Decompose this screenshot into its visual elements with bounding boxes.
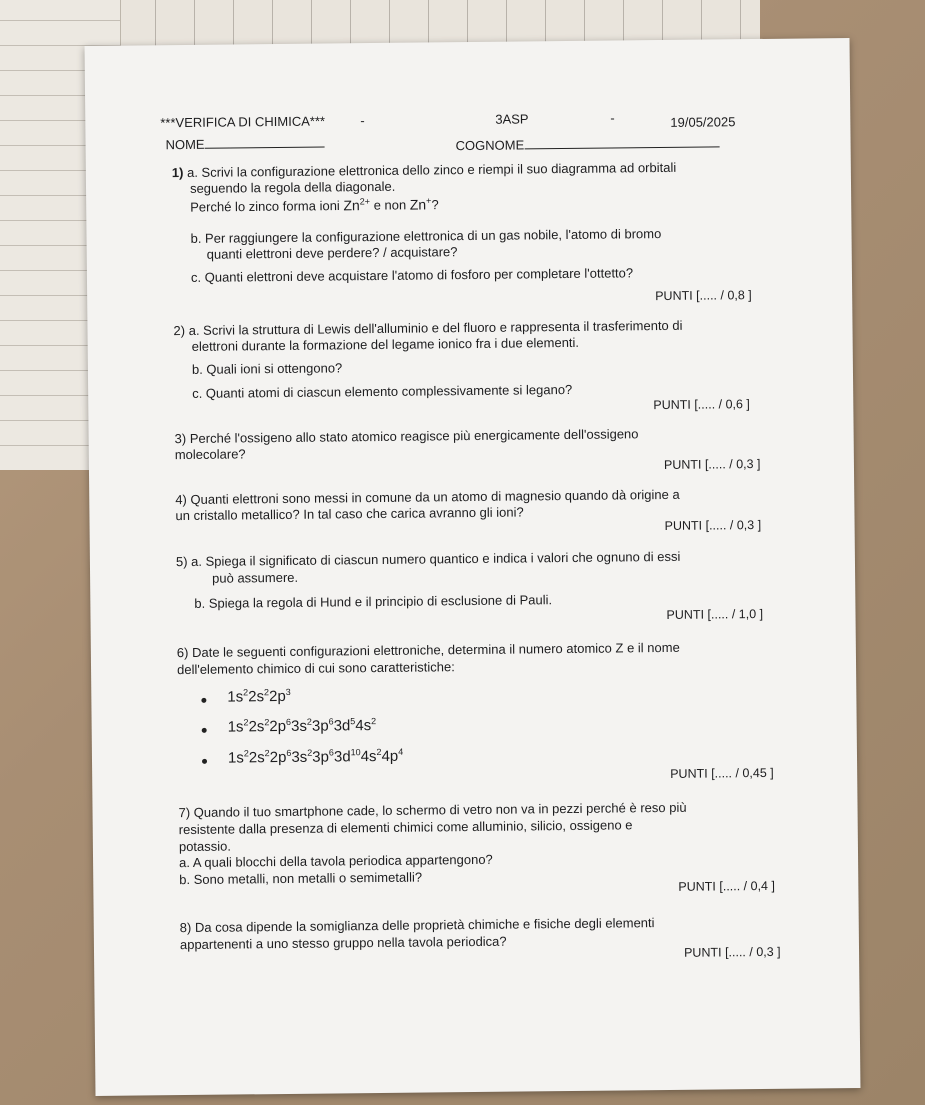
q1-points[interactable]: PUNTI [..... / 0,8 ] (655, 288, 752, 304)
electron-count: 2 (264, 717, 270, 728)
electron-count: 2 (376, 746, 382, 758)
q1-number: 1) (171, 165, 184, 181)
orbital: 4s (360, 748, 377, 766)
orbital: 2s (248, 749, 265, 767)
q6-bullet-2 (202, 728, 207, 733)
electron-count: 5 (350, 716, 356, 727)
name-label: NOME (165, 136, 205, 153)
electron-count: 10 (350, 747, 361, 758)
q5-line-a1: 5) a. Spiega il significato di ciascun numero quantico e indica i valori che ognuno di essi (175, 548, 681, 570)
q2-line-b: b. Quali ioni si ottengono? (191, 360, 343, 377)
electron-count: 2 (263, 687, 270, 698)
orbital: 1s (227, 749, 244, 767)
header-dash-2: - (610, 110, 615, 126)
q4-points[interactable]: PUNTI [..... / 0,3 ] (664, 517, 762, 533)
q1-line-a2: seguendo la regola della diagonale. (189, 178, 396, 196)
electron-count: 3 (285, 686, 291, 697)
q3-line-2: molecolare? (174, 446, 246, 463)
q2-line-a2: elettroni durante la formazione del legame ionico fra i due elementi. (191, 334, 580, 354)
q2-points[interactable]: PUNTI [..... / 0,6 ] (653, 397, 750, 413)
electron-count: 2 (243, 687, 249, 698)
q7-line-2: resistente dalla presenza di elementi chimici come alluminio, silicio, ossigeno e (178, 817, 633, 838)
q1-a3-pre: Perché lo zinco forma ioni (190, 198, 340, 215)
q1-line-a3: Perché lo zinco forma ioni $Zn^{2+}$ e non Zn+? (190, 195, 439, 215)
q5-line-b: b. Spiega la regola di Hund e il principio di esclusione di Pauli. (194, 592, 553, 611)
orbital: 2p (269, 717, 287, 736)
orbital: 1s (227, 718, 244, 736)
surname-blank[interactable] (524, 146, 719, 149)
surname-field[interactable] (456, 135, 720, 153)
name-blank[interactable] (205, 147, 325, 149)
class-label: 3ASP (495, 111, 529, 127)
orbital: 3s (291, 748, 308, 766)
q4-line-1: 4) Quanti elettroni sono messi in comune da un atomo di magnesio quando dà origine a (175, 486, 680, 508)
orbital: 3d (333, 717, 351, 735)
orbital: 1s (227, 688, 244, 706)
surname-label: COGNOME (455, 137, 525, 154)
orbital: 3p (312, 748, 330, 766)
q5-line-a2: può assumere. (212, 569, 299, 586)
electron-count: 4 (398, 746, 404, 757)
q2-line-a1: 2) a. Scrivi la struttura di Lewis dell'alluminio e del fluoro e rappresenta il trasferimento di (173, 317, 683, 339)
q1-a-text: a. Scrivi la configurazione elettronica dello zinco e riempi il suo diagramma ad orbitali (186, 159, 677, 180)
q4-line-2: un cristallo metallico? In tal caso che carica avranno gli ioni? (175, 504, 524, 524)
electron-count: 6 (286, 747, 292, 758)
q6-bullet-3 (202, 759, 207, 764)
q6-points[interactable]: PUNTI [..... / 0,45 ] (670, 765, 774, 781)
electron-count: 2 (307, 747, 313, 758)
test-sheet (85, 38, 861, 1096)
zn2-ion: $Zn^{2+}$ (343, 196, 371, 213)
q1-line-b2: quanti elettroni deve perdere? / acquistare? (206, 244, 458, 262)
header-dash-1: - (360, 113, 365, 129)
orbital: 3d (333, 748, 351, 766)
q8-line-2: appartenenti a uno stesso gruppo nella tavola periodica? (179, 933, 507, 953)
q7-line-b: b. Sono metalli, non metalli o semimetalli? (179, 869, 423, 888)
electron-count: 6 (328, 747, 334, 758)
q7-line-a: a. A quali blocchi della tavola periodica appartengono? (179, 851, 493, 871)
q6-line-2: dell'elemento chimico di cui sono caratteristiche: (176, 659, 455, 678)
orbital: 2s (248, 718, 265, 736)
q2-line-c: c. Quanti atomi di ciascun elemento complessivamente si legano? (192, 381, 573, 401)
test-title: ***VERIFICA DI CHIMICA*** (160, 113, 326, 131)
orbital: 2p (268, 687, 286, 706)
q1-line-c: c. Quanti elettroni deve acquistare l'atomo di fosforo per completare l'ottetto? (190, 265, 634, 285)
name-field[interactable] (165, 136, 324, 153)
q1-line-b1: b. Per raggiungere la configurazione elettronica di un gas nobile, l'atomo di bromo (190, 226, 662, 246)
electron-count: 2 (243, 748, 249, 759)
electron-count: 6 (285, 716, 292, 727)
orbital: 2s (248, 688, 265, 706)
orbital: 4p (381, 747, 399, 765)
orbital: 2p (269, 748, 287, 767)
q3-line-1: 3) Perché l'ossigeno allo stato atomico reagisce più energicamente dell'ossigeno (174, 426, 639, 447)
electron-count: 2 (306, 716, 312, 727)
q8-line-1: 8) Da cosa dipende la somiglianza delle proprietà chimiche e fisiche degli elementi (179, 915, 655, 936)
electron-count: 2 (264, 748, 270, 759)
zn1-ion: Zn+ (409, 195, 432, 213)
config-3 (228, 747, 403, 767)
q7-line-1: 7) Quando il tuo smartphone cade, lo schermo di vetro non va in pezzi perché è reso più (178, 799, 687, 821)
q3-points[interactable]: PUNTI [..... / 0,3 ] (663, 456, 761, 472)
config-1 (227, 687, 291, 706)
orbital: 3p (311, 717, 329, 735)
q6-bullet-1 (201, 698, 206, 703)
electron-count: 2 (371, 716, 377, 727)
q5-points[interactable]: PUNTI [..... / 1,0 ] (666, 606, 764, 622)
q8-points[interactable]: PUNTI [..... / 0,3 ] (683, 944, 781, 960)
q1-a3-mid: e non (373, 197, 407, 213)
test-date: 19/05/2025 (670, 114, 736, 130)
electron-count: 2 (243, 717, 249, 728)
q7-points[interactable]: PUNTI [..... / 0,4 ] (678, 878, 775, 894)
config-2 (228, 716, 377, 736)
orbital: 3s (290, 717, 308, 735)
q1-line-a1 (172, 160, 677, 180)
electron-count: 6 (328, 716, 334, 727)
q6-line-1: 6) Date le seguenti configurazioni elettroniche, determina il numero atomico Z e il nome (176, 639, 680, 661)
orbital: 4s (355, 717, 372, 735)
q7-line-3: potassio. (178, 838, 232, 855)
